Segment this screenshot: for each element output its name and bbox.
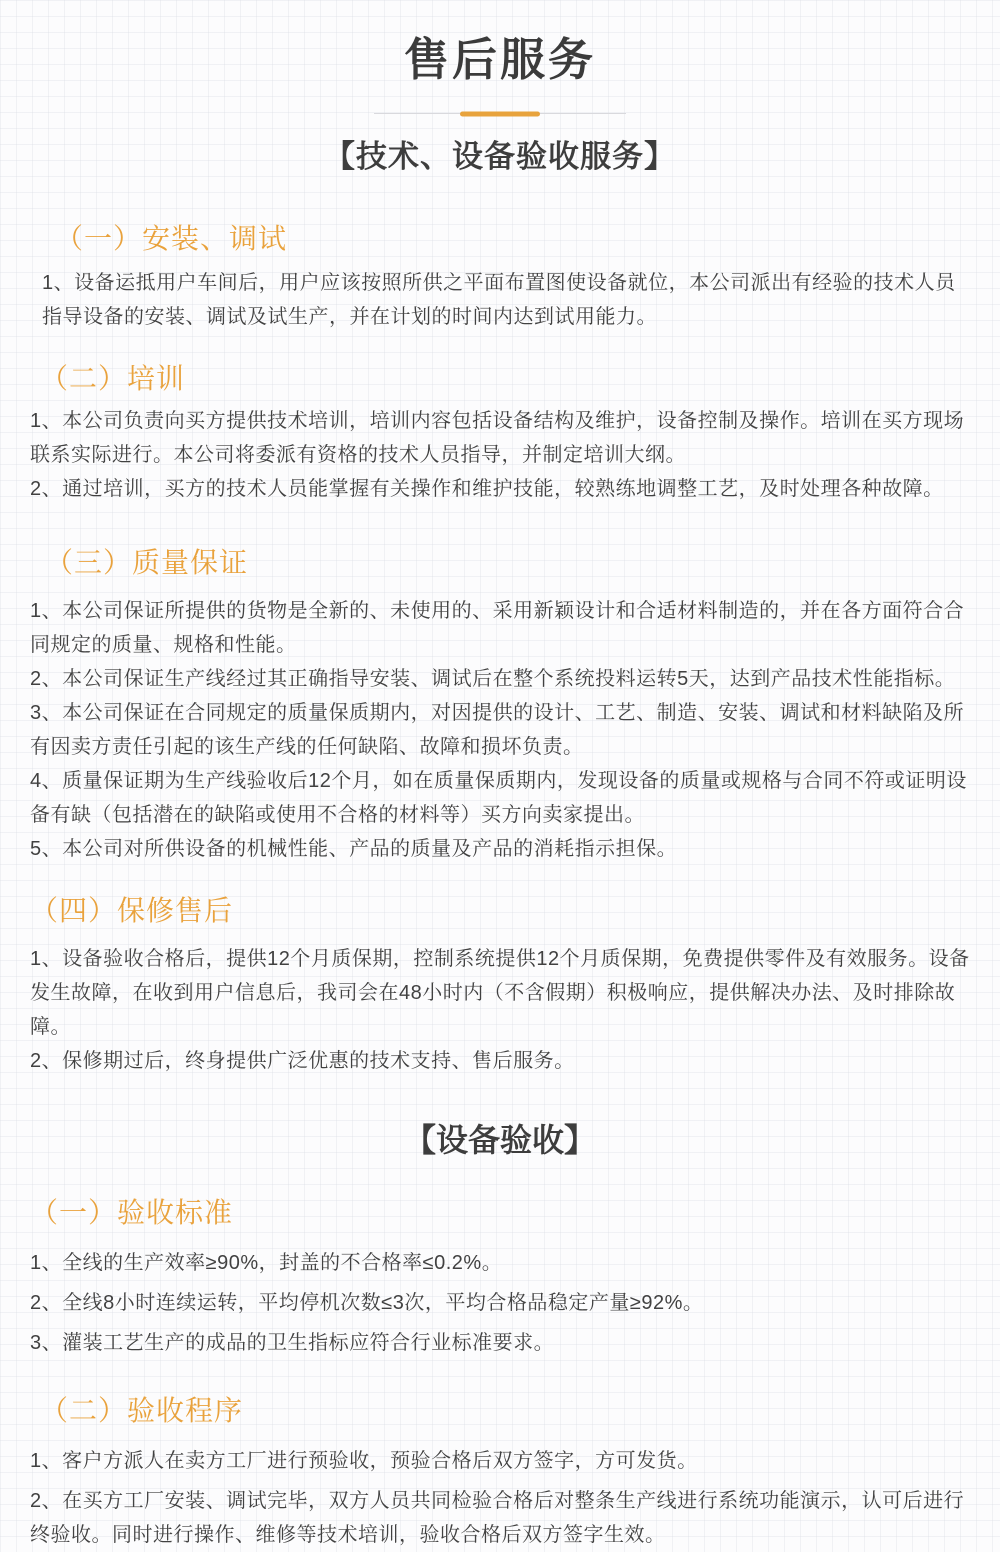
acceptance-item: 2、在买方工厂安装、调试完毕，双方人员共同检验合格后对整条生产线进行系统功能演示，认可后进行终验收。同时进行操作、维修等技术培训，验收合格后双方签字生效。 (30, 1490, 965, 1546)
divider-accent-bar (460, 111, 540, 116)
section-quality-guarantee (30, 546, 970, 866)
service-item: 1、本公司负责向买方提供技术培训，培训内容包括设备结构及维护，设备控制及操作。培训在买方现场联系实际进行。本公司将委派有资格的技术人员指导，并制定培训大纲。 (30, 410, 965, 466)
section-body-acceptance-procedure (30, 1444, 970, 1552)
service-item: 3、本公司保证在合同规定的质量保质期内，对因提供的设计、工艺、制造、安装、调试和材料缺陷及所有因卖方责任引起的该生产线的任何缺陷、故障和损坏负责。 (30, 702, 965, 758)
section-body-warranty (30, 942, 970, 1078)
section-acceptance-procedure (30, 1394, 970, 1552)
service-item: 1、设备验收合格后，提供12个月质保期，控制系统提供12个月质保期，免费提供零件及有效服务。设备发生故障，在收到用户信息后，我司会在48小时内（不含假期）积极响应，提供解决办法、及时排除故障。 (30, 948, 970, 1038)
service-item: 2、保修期过后，终身提供广泛优惠的技术支持、售后服务。 (30, 1050, 575, 1072)
title-divider (374, 113, 626, 114)
service-item: 4、质量保证期为生产线验收后12个月，如在质量保质期内，发现设备的质量或规格与合同不符或证明设备有缺（包括潜在的缺陷或使用不合格的材料等）买方向卖家提出。 (30, 770, 967, 826)
acceptance-title: 【设备验收】 (403, 1122, 596, 1158)
service-item: 5、本公司对所供设备的机械性能、产品的质量及产品的消耗指示担保。 (30, 838, 678, 860)
section-warranty-aftersales (30, 894, 970, 1078)
section-heading-training: （二）培训 (40, 363, 186, 394)
section-body-quality (30, 594, 970, 866)
section-heading-quality: （三）质量保证 (45, 547, 249, 578)
service-item: 1、设备运抵用户车间后，用户应该按照所供之平面布置图使设备就位，本公司派出有经验的技术人员指导设备的安装、调试及试生产，并在计划的时间内达到试用能力。 (42, 272, 956, 328)
service-item: 2、通过培训，买方的技术人员能掌握有关操作和维护技能，较熟练地调整工艺，及时处理各种故障。 (30, 478, 944, 500)
acceptance-item: 2、全线8小时连续运转，平均停机次数≤3次，平均合格品稳定产量≥92%。 (30, 1292, 704, 1314)
page-subtitle: 【技术、设备验收服务】 (324, 139, 676, 174)
page-title: 售后服务 (403, 34, 596, 85)
section-heading-installation: （一）安装、调试 (55, 223, 288, 254)
service-item: 2、本公司保证生产线经过其正确指导安装、调试后在整个系统投料运转5天，达到产品技术性能指标。 (30, 668, 956, 690)
section-installation-debugging (30, 222, 970, 334)
service-item: 1、本公司保证所提供的货物是全新的、未使用的、采用新颖设计和合适材料制造的，并在各方面符合合同规定的质量、规格和性能。 (30, 600, 965, 656)
section-body-installation (30, 266, 970, 334)
section-acceptance-standards (30, 1196, 970, 1360)
section-heading-acceptance-standards: （一）验收标准 (30, 1197, 234, 1228)
acceptance-item: 3、灌装工艺生产的成品的卫生指标应符合行业标准要求。 (30, 1332, 555, 1354)
section-training (30, 362, 970, 506)
section-heading-warranty: （四）保修售后 (30, 895, 234, 926)
section-body-training (30, 404, 970, 506)
section-heading-acceptance-procedure: （二）验收程序 (40, 1395, 244, 1426)
acceptance-item: 1、客户方派人在卖方工厂进行预验收，预验合格后双方签字，方可发货。 (30, 1450, 698, 1472)
section-body-acceptance-standards (30, 1246, 970, 1360)
acceptance-item: 1、全线的生产效率≥90%，封盖的不合格率≤0.2%。 (30, 1252, 503, 1274)
